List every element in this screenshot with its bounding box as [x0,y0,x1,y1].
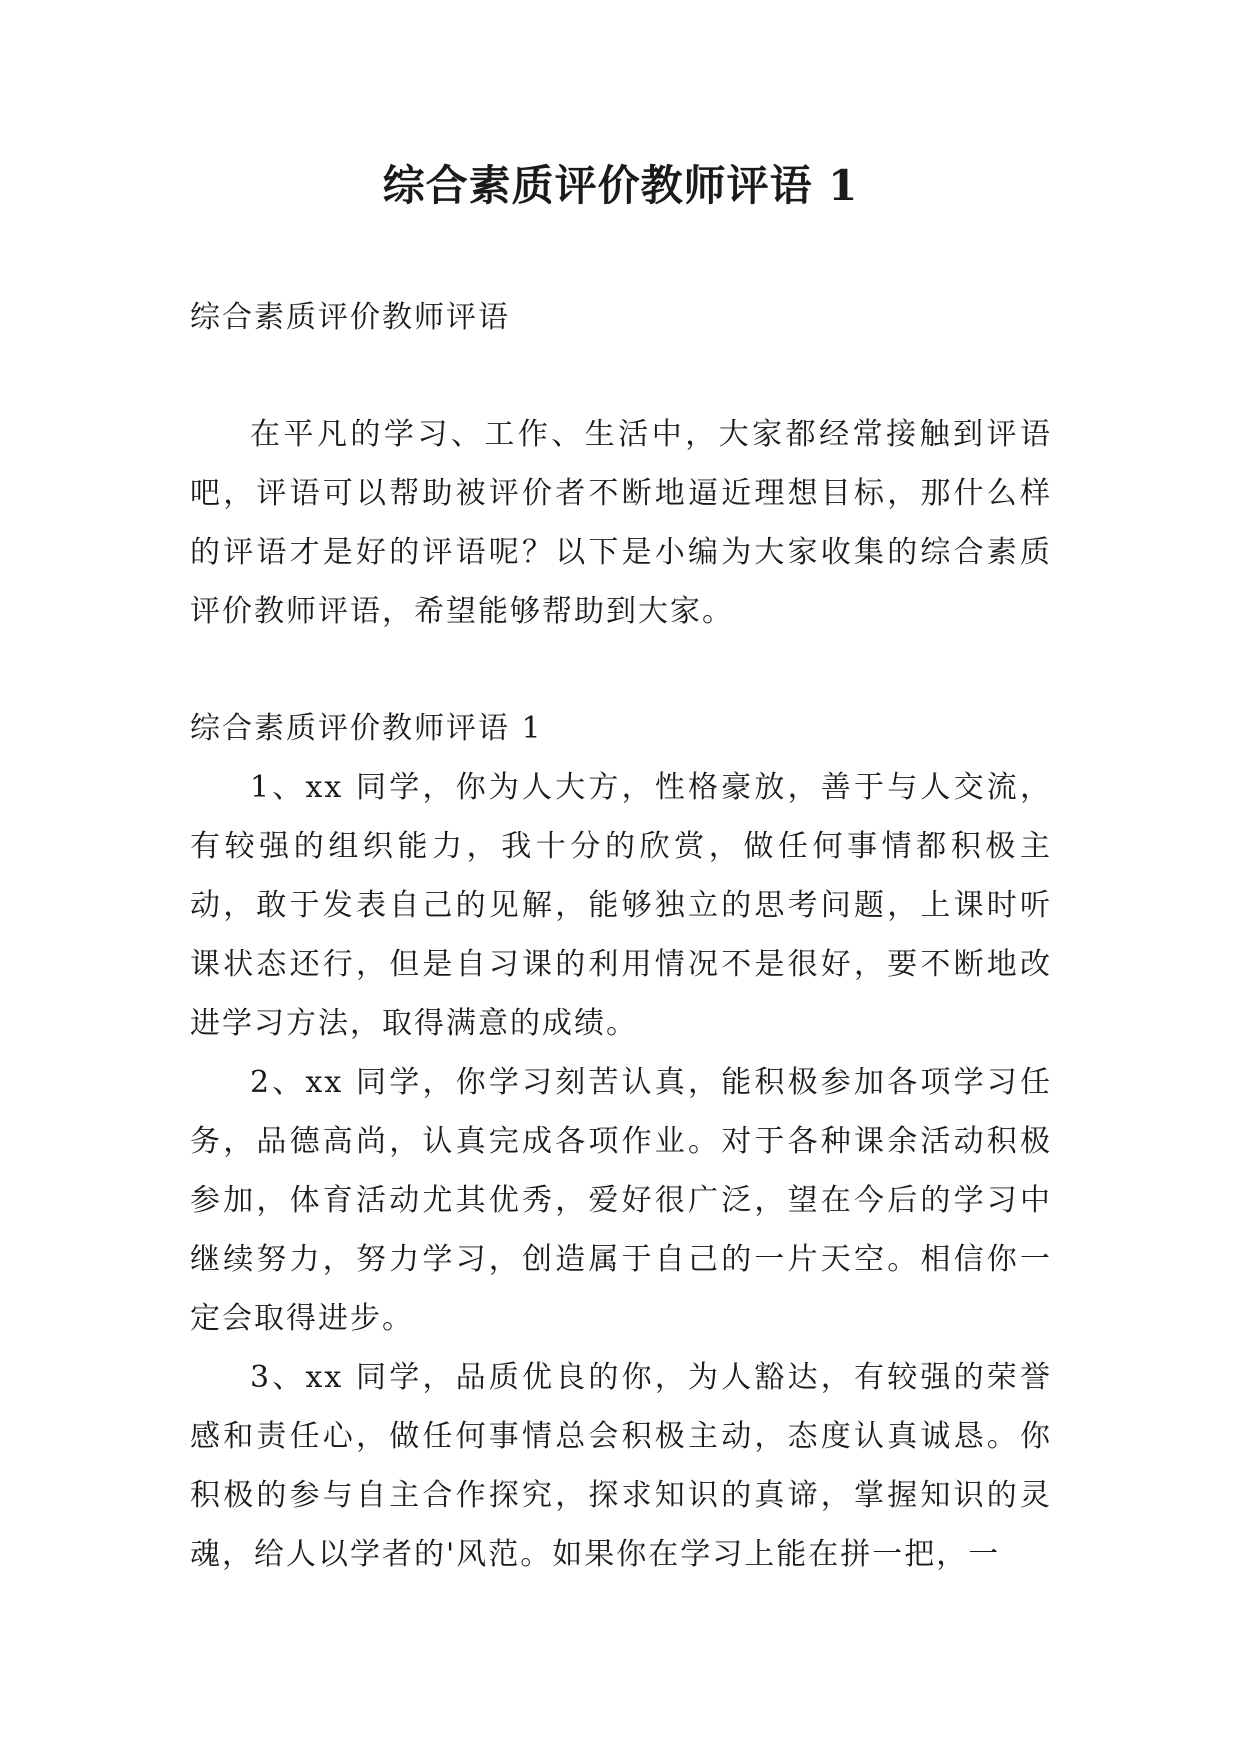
comment-paragraph-1: 1、xx 同学，你为人大方，性格豪放，善于与人交流，有较强的组织能力，我十分的欣赏，做任何事情都积极主动，敢于发表自己的见解，能够独立的思考问题，上课时听课状态还行，但是自习课的利用情况不是很好，要不断地改进学习方法，取得满意的成绩。 [190,770,1052,1041]
document-subtitle: 综合素质评价教师评语 [190,300,510,335]
intro-paragraph: 在平凡的学习、工作、生活中，大家都经常接触到评语吧，评语可以帮助被评价者不断地逼近理想目标，那什么样的评语才是好的评语呢？以下是小编为大家收集的综合素质评价教师评语，希望能够帮助到大家。 [190,417,1052,629]
comment-paragraph-3: 3、xx 同学，品质优良的你，为人豁达，有较强的荣誉感和责任心，做任何事情总会积极主动，态度认真诚恳。你积极的参与自主合作探究，探求知识的真谛，掌握知识的灵魂，给人以学者的'风范。如果你在学习上能在拼一把，一 [190,1360,1052,1572]
comment-paragraph-2: 2、xx 同学，你学习刻苦认真，能积极参加各项学习任务，品德高尚，认真完成各项作业。对于各种课余活动积极参加，体育活动尤其优秀，爱好很广泛，望在今后的学习中继续努力，努力学习，创造属于自己的一片天空。相信你一定会取得进步。 [190,1065,1052,1336]
document-title: 综合素质评价教师评语 1 [382,161,859,210]
section-heading: 综合素质评价教师评语 1 [190,711,543,746]
comments-section [190,699,1052,1584]
